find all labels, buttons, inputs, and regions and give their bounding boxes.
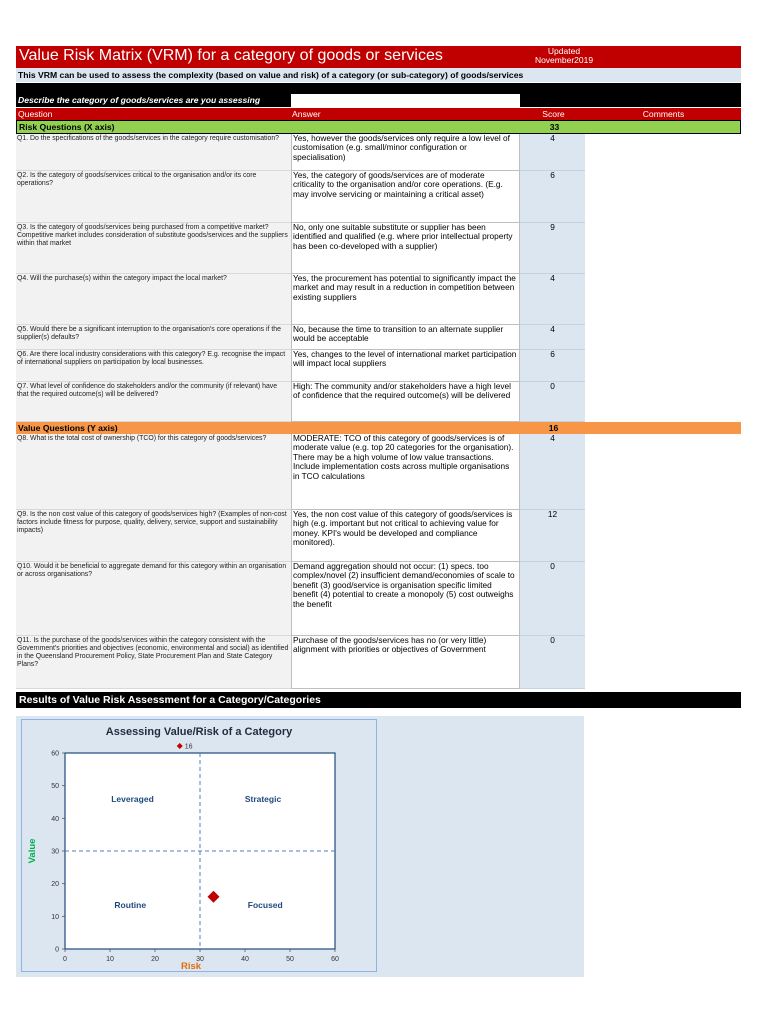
x-tick-label: 20 — [151, 956, 159, 963]
x-tick-label: 30 — [196, 956, 204, 963]
top-marker-label: 16 — [184, 743, 193, 751]
results-heading: Results of Value Risk Assessment for a Category/Categories — [16, 692, 741, 708]
score-cell[interactable]: 12 — [520, 510, 585, 562]
y-tick-label: 50 — [51, 783, 59, 791]
answer-cell[interactable]: Yes, the non cost value of this category of goods/services is high (e.g. important but not critical to achieving value for money. KPI's would be developed and compliance monitored). — [291, 510, 520, 562]
score-cell[interactable]: 0 — [520, 382, 585, 422]
score-cell[interactable]: 0 — [520, 562, 585, 636]
column-header-row — [16, 108, 741, 120]
x-tick-label: 40 — [241, 956, 249, 963]
y-tick-label: 60 — [51, 750, 59, 758]
risk-section-header — [16, 120, 741, 134]
page-title: Value Risk Matrix (VRM) for a category of goods or services — [19, 47, 443, 64]
answer-cell[interactable]: Yes, the procurement has potential to significantly impact the market and may result in a reduction in competition between existing suppliers — [291, 274, 520, 325]
question-cell: Q4. Will the purchase(s) within the category impact the local market? — [16, 274, 291, 325]
score-cell[interactable]: 4 — [520, 434, 585, 510]
column-header-question: Question — [18, 109, 53, 119]
x-tick-label: 60 — [331, 956, 339, 963]
score-cell[interactable]: 4 — [520, 134, 585, 171]
column-header-score: Score — [542, 109, 565, 119]
chart-title: Assessing Value/Risk of a Category — [105, 726, 293, 738]
y-axis-label: Value — [27, 838, 38, 864]
quadrant-focused: Focused — [247, 900, 283, 911]
y-tick-label: 40 — [51, 815, 59, 823]
question-cell: Q11. Is the purchase of the goods/services within the category consistent with the Government's priorities and objectives (economic, environmental and social) as identified in the Queensland Procurement Policy, State Procurement Plan and State Category Plans? — [16, 636, 291, 689]
quadrant-strategic: Strategic — [244, 794, 282, 804]
question-cell: Q7. What level of confidence do stakeholders and/or the community (if relevant) have that the required outcome(s) will be delivered? — [16, 382, 291, 422]
value-risk-chart — [21, 719, 377, 972]
answer-cell[interactable]: Purchase of the goods/services has no (or very little) alignment with priorities or objectives of Government — [291, 636, 520, 689]
y-tick-label: 0 — [55, 946, 59, 954]
answer-cell[interactable]: Yes, changes to the level of international market participation will impact local suppliers — [291, 350, 520, 382]
risk-section-label: Risk Questions (X axis) — [19, 122, 115, 132]
x-tick-label: 10 — [106, 956, 114, 963]
question-cell: Q1. Do the specifications of the goods/services in the category require customisation? — [16, 134, 291, 171]
question-cell: Q8. What is the total cost of ownership (TCO) for this category of goods/services? — [16, 434, 291, 510]
question-cell: Q9. Is the non cost value of this category of goods/services high? (Examples of non-cost factors include fitness for purpose, quality, delivery, service, support and sustainability impacts) — [16, 510, 291, 562]
question-cell: Q10. Would it be beneficial to aggregate demand for this category within an organisation or across organisations? — [16, 562, 291, 636]
updated-label: Updated — [547, 46, 581, 56]
question-cell: Q6. Are there local industry considerations with this category? E.g. recognise the impact of international suppliers on participation by local businesses. — [16, 350, 291, 382]
describe-label: Describe the category of goods/services are you assessing — [18, 95, 261, 105]
score-cell[interactable]: 6 — [520, 350, 585, 382]
answer-cell[interactable]: No, only one suitable substitute or supplier has been identified and qualified (e.g. where prior intellectual property has been co-developed with a supplier) — [291, 223, 520, 274]
page-subtitle: This VRM can be used to assess the complexity (based on value and risk) of a category (or sub-category) of goods/services — [16, 68, 741, 82]
answer-cell[interactable]: MODERATE: TCO of this category of goods/services is of moderate value (e.g. top 20 categories for the organisation). There may be a high volume of low value transactions. Include implementation costs across multiple organisations in TCO calculations — [291, 434, 520, 510]
y-tick-label: 20 — [51, 881, 59, 889]
top-marker — [177, 743, 183, 749]
y-tick-label: 30 — [51, 848, 59, 856]
score-cell[interactable]: 4 — [520, 325, 585, 350]
question-cell: Q5. Would there be a significant interruption to the organisation's core operations if the supplier(s) defaults? — [16, 325, 291, 350]
answer-cell[interactable]: High: The community and/or stakeholders have a high level of confidence that the required outcome(s) will be delivered — [291, 382, 520, 422]
category-description-input[interactable] — [291, 94, 520, 107]
score-cell[interactable]: 6 — [520, 171, 585, 223]
answer-cell[interactable]: Yes, however the goods/services only require a low level of customisation (e.g. small/minor configuration or specialisation) — [291, 134, 520, 171]
updated-date: November2019 — [534, 55, 594, 65]
answer-cell[interactable]: Demand aggregation should not occur: (1) specs. too complex/novel (2) insufficient demand/economies of scale to benefit (3) good/service is organisation specific limited benefit (4) potential to create a monopoly (5) cost outweighs the benefit — [291, 562, 520, 636]
question-cell: Q2. Is the category of goods/services critical to the organisation and/or its core operations? — [16, 171, 291, 223]
x-axis-label: Risk — [180, 961, 202, 972]
answer-cell[interactable]: Yes, the category of goods/services are of moderate criticality to the organisation and/or core operations. (E.g. may involve servicing or maintaining a critical asset) — [291, 171, 520, 223]
column-header-comments: Comments — [642, 109, 685, 119]
value-section-header — [16, 422, 741, 434]
value-section-total: 16 — [548, 423, 559, 433]
x-tick-label: 50 — [286, 956, 294, 963]
value-section-label: Value Questions (Y axis) — [18, 423, 118, 433]
score-cell[interactable]: 0 — [520, 636, 585, 689]
title-bar — [16, 46, 741, 68]
quadrant-leveraged: Leveraged — [111, 794, 154, 804]
question-cell: Q3. Is the category of goods/services being purchased from a competitive market? Competitive market includes consideration of substitute goods/services and the suppliers within that market — [16, 223, 291, 274]
y-tick-label: 10 — [51, 913, 59, 921]
column-header-answer: Answer — [292, 109, 321, 119]
x-tick-label: 0 — [63, 956, 67, 963]
score-cell[interactable]: 9 — [520, 223, 585, 274]
quadrant-routine: Routine — [114, 900, 147, 911]
score-cell[interactable]: 4 — [520, 274, 585, 325]
risk-section-total: 33 — [549, 122, 560, 132]
updated-note — [534, 47, 594, 65]
answer-cell[interactable]: No, because the time to transition to an alternate supplier would be acceptable — [291, 325, 520, 350]
